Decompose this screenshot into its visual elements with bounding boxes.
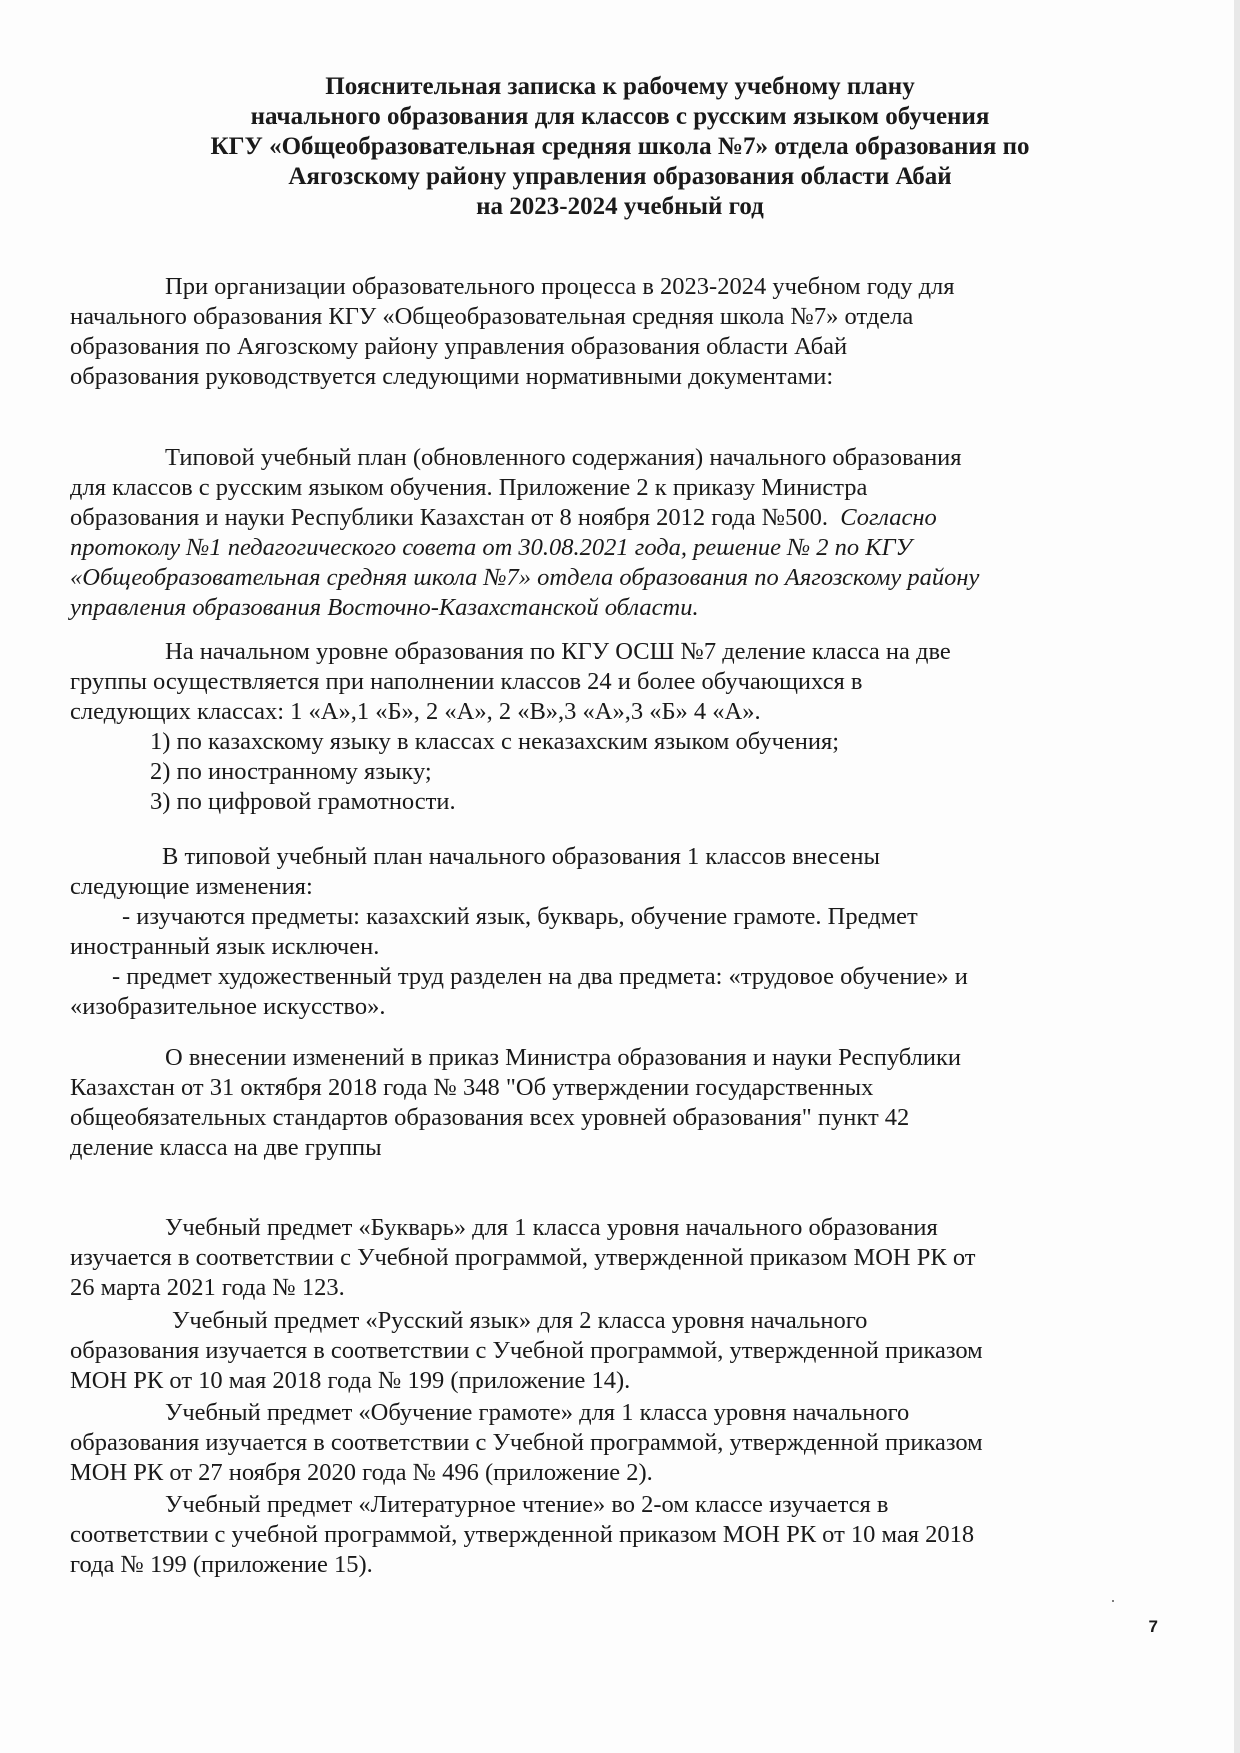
text-line: Казахстан от 31 октября 2018 года № 348 "Об утверждении государственных (70, 1074, 874, 1101)
text-line: иностранный язык исключен. (70, 933, 380, 960)
text-line: Учебный предмет «Букварь» для 1 класса уровня начального образования (165, 1214, 938, 1241)
title-line: Аягозскому району управления образования области Абай (288, 163, 952, 190)
text-line: - предмет художественный труд разделен на два предмета: «трудовое обучение» и (112, 963, 968, 990)
text-line: Учебный предмет «Литературное чтение» во 2-ом классе изучается в (165, 1491, 889, 1518)
title-line: на 2023-2024 учебный год (476, 193, 764, 220)
italic-line: «Общеобразовательная средняя школа №7» отдела образования по Аягозскому району (70, 564, 980, 591)
text-line: деление класса на две группы (70, 1134, 382, 1161)
text-line: В типовой учебный план начального образования 1 классов внесены (162, 843, 880, 870)
intro-paragraph (70, 272, 1170, 392)
text-line (70, 503, 1170, 533)
text-line: Типовой учебный план (обновленного содержания) начального образования (165, 444, 962, 471)
typical-plan-paragraph (70, 443, 1170, 623)
text-fragment: образования и науки Республики Казахстан от 8 ноября 2012 года №500. (70, 504, 828, 531)
text-line: 26 марта 2021 года № 123. (70, 1274, 345, 1301)
title-line: Пояснительная записка к рабочему учебному плану (325, 73, 915, 100)
text-line: следующих классах: 1 «А»,1 «Б», 2 «А», 2 «В»,3 «А»,3 «Б» 4 «А». (70, 698, 761, 725)
text-line: образования изучается в соответствии с Учебной программой, утвержденной приказом (70, 1429, 983, 1456)
text-line: для классов с русским языком обучения. Приложение 2 к приказу Министра (70, 474, 868, 501)
list-item: 2) по иностранному языку; (150, 758, 432, 785)
italic-line: управления образования Восточно-Казахстанской области. (70, 594, 699, 621)
list-item: 3) по цифровой грамотности. (150, 788, 456, 815)
text-line: года № 199 (приложение 15). (70, 1551, 373, 1578)
title-line: начального образования для классов с русским языком обучения (250, 103, 990, 130)
bukvar-paragraph (70, 1213, 1170, 1303)
division-paragraph (70, 637, 1170, 817)
literacy-paragraph (70, 1398, 1170, 1488)
page-number: 7 (1148, 1617, 1158, 1636)
reading-paragraph (70, 1490, 1170, 1580)
text-line: МОН РК от 27 ноября 2020 года № 496 (приложение 2). (70, 1459, 653, 1486)
text-line: следующие изменения: (70, 873, 313, 900)
text-line: общеобязательных стандартов образования всех уровней образования" пункт 42 (70, 1104, 910, 1131)
title-line: КГУ «Общеобразовательная средняя школа №7» отдела образования по (210, 133, 1030, 160)
text-line: О внесении изменений в приказ Министра образования и науки Республики (165, 1044, 962, 1071)
text-line: образования по Аягозскому району управления образования области Абай (70, 333, 848, 360)
document-title (0, 72, 1240, 222)
order-paragraph (70, 1043, 1170, 1163)
italic-fragment: Согласно (840, 504, 937, 531)
text-line: изучается в соответствии с Учебной программой, утвержденной приказом МОН РК от (70, 1244, 976, 1271)
text-line: При организации образовательного процесса в 2023-2024 учебном году для (165, 273, 955, 300)
text-line: образования руководствуется следующими нормативными документами: (70, 363, 834, 390)
text-line: группы осуществляется при наполнении классов 24 и более обучающихся в (70, 668, 863, 695)
russian-paragraph (70, 1306, 1170, 1396)
italic-line: протоколу №1 педагогического совета от 30.08.2021 года, решение № 2 по КГУ (70, 534, 912, 561)
text-line: На начальном уровне образования по КГУ ОСШ №7 деление класса на две (165, 638, 951, 665)
scan-speck (1112, 1600, 1114, 1602)
text-line: начального образования КГУ «Общеобразовательная средняя школа №7» отдела (70, 303, 914, 330)
text-line: МОН РК от 10 мая 2018 года № 199 (приложение 14). (70, 1367, 631, 1394)
scan-edge (1234, 0, 1240, 1753)
text-line: соответствии с учебной программой, утвержденной приказом МОН РК от 10 мая 2018 (70, 1521, 975, 1548)
list-item: 1) по казахскому языку в классах с неказахским языком обучения; (150, 728, 840, 755)
text-line: Учебный предмет «Обучение грамоте» для 1 класса уровня начального (165, 1399, 910, 1426)
text-line: «изобразительное искусство». (70, 993, 386, 1020)
text-line: Учебный предмет «Русский язык» для 2 класса уровня начального (172, 1307, 868, 1334)
text-line: - изучаются предметы: казахский язык, букварь, обучение грамоте. Предмет (122, 903, 918, 930)
changes-paragraph (70, 842, 1170, 1022)
text-line: образования изучается в соответствии с Учебной программой, утвержденной приказом (70, 1337, 983, 1364)
